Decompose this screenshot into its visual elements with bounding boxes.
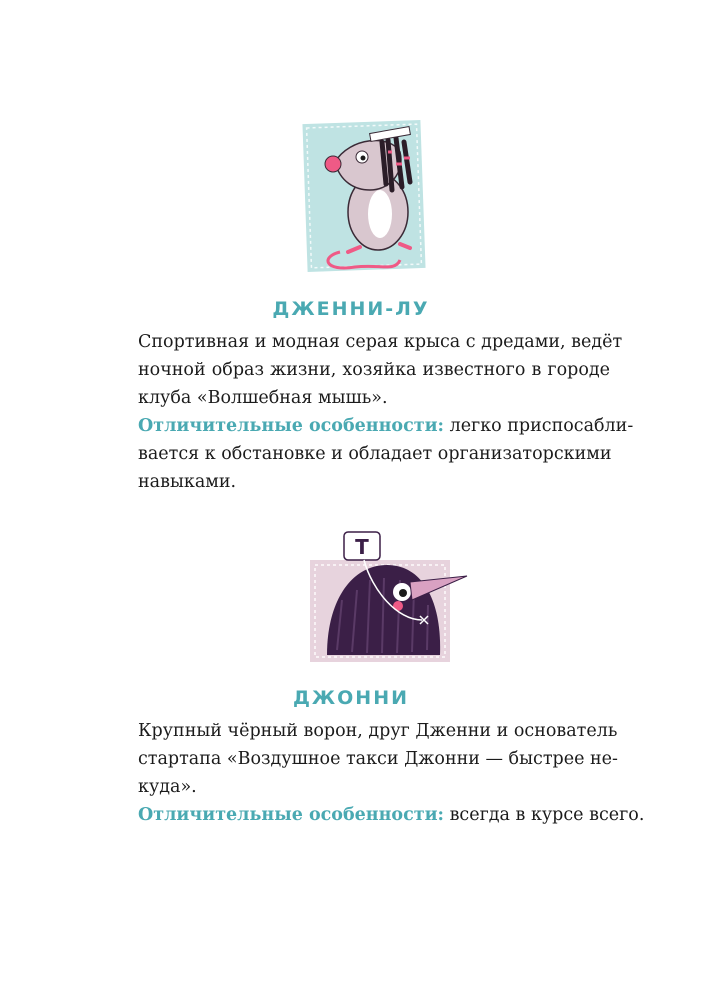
description-line: стартапа «Воздушное такси Джонни — быстрее не- — [138, 749, 618, 769]
hat-letter: Т — [355, 535, 369, 559]
description-line: куда». — [138, 777, 197, 797]
character-name-johnny: ДЖОННИ — [292, 687, 410, 709]
features-line — [138, 412, 634, 440]
rat-illustration — [300, 112, 430, 277]
description-line: Крупный чёрный ворон, друг Дженни и основатель — [138, 721, 618, 741]
features-line: вается к обстановке и обладает организаторскими — [138, 444, 612, 464]
features-label: Отличительные особенности: — [138, 416, 445, 436]
features-text: легко приспосабли- — [444, 416, 634, 436]
description-line: ночной образ жизни, хозяйка известного в городе — [138, 360, 610, 380]
features-label: Отличительные особенности: — [138, 805, 445, 825]
johnny-description — [138, 717, 645, 829]
jenny-description — [138, 328, 634, 496]
features-text: всегда в курсе всего. — [444, 805, 645, 825]
features-line: навыками. — [138, 472, 237, 492]
description-line: Спортивная и модная серая крыса с дредами, ведёт — [138, 332, 623, 352]
features-line — [138, 801, 645, 829]
raven-illustration — [302, 520, 472, 670]
description-line: клуба «Волшебная мышь». — [138, 388, 388, 408]
character-name-jenny: ДЖЕННИ-ЛУ — [272, 298, 430, 320]
